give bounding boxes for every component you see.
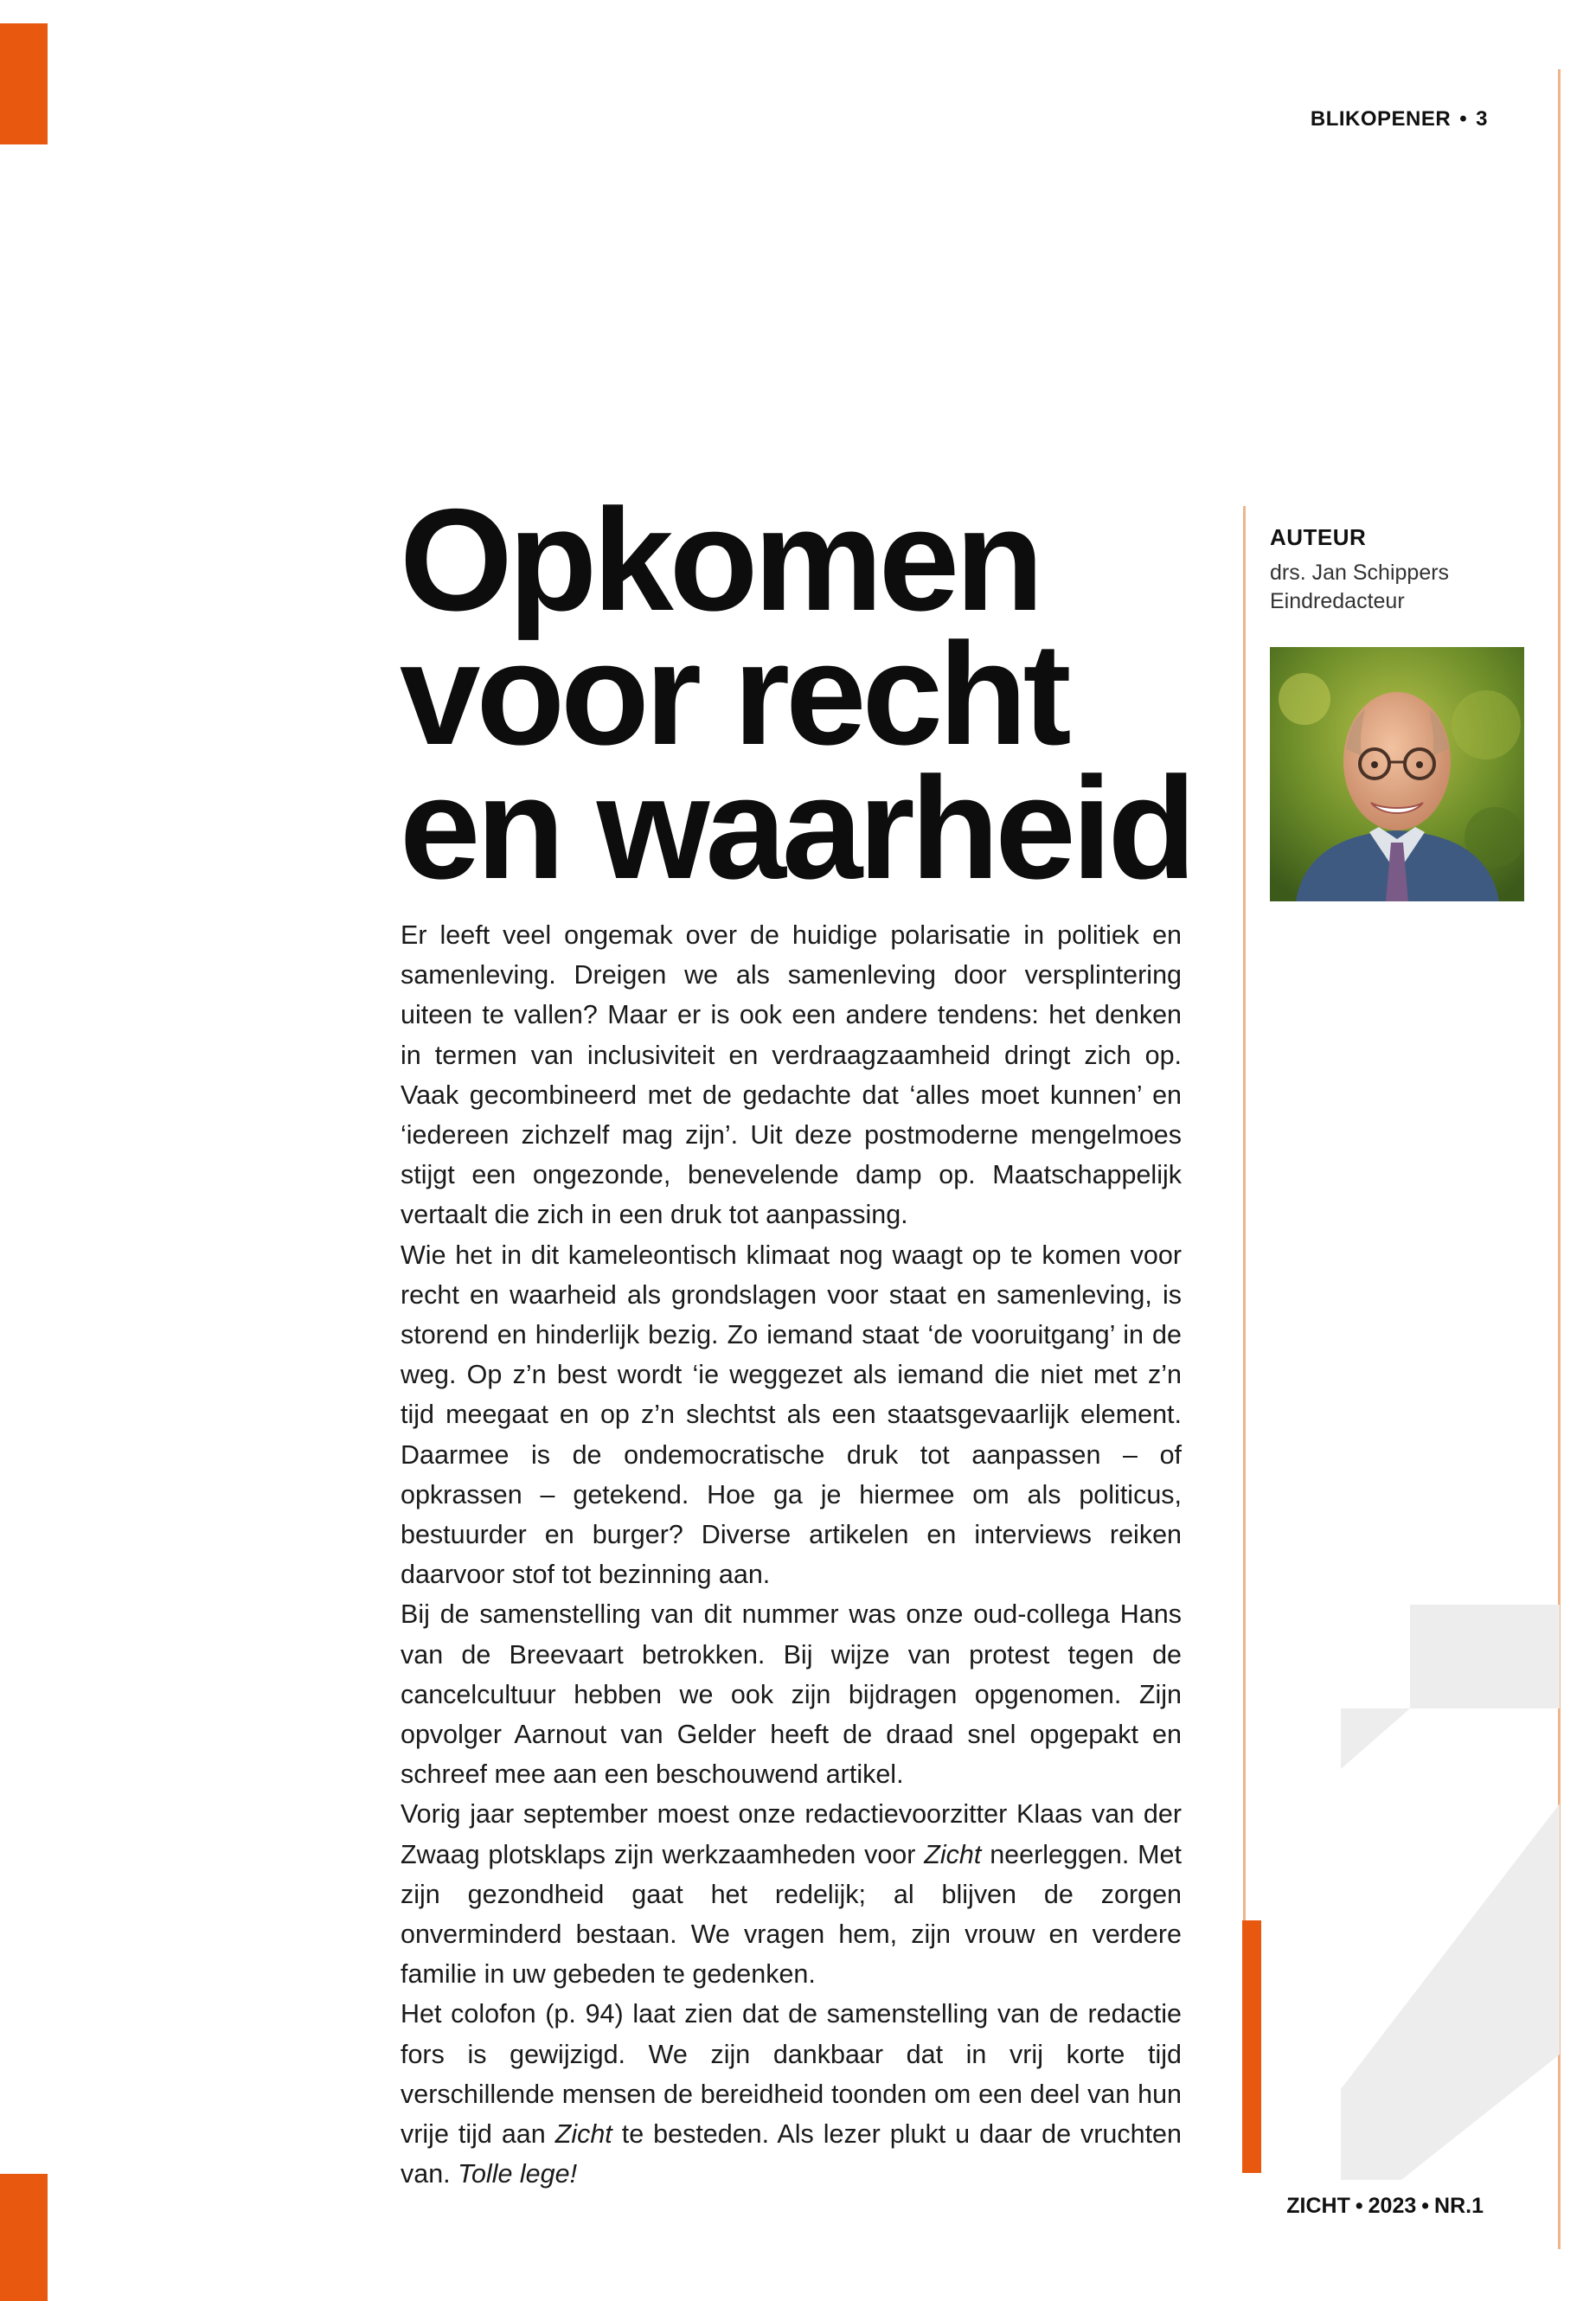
article-body [401,915,1182,2195]
article-title [400,478,1230,909]
footer [1286,2194,1484,2219]
issue-year: 2023 [1368,2194,1417,2218]
body-paragraph-3: Bij de samenstelling van dit nummer was onze oud-collega Hans van de Breevaart betrokken. Bij wijze van protest tegen de cancelcultuur hebben we ook zijn bijdragen opgenomen. Zijn opvolger Aarnout van Gelder heeft de draad snel opgepakt en schreef mee aan een beschouwend artikel. [401,1599,1182,1790]
body-paragraph-2: Wie het in dit kameleontisch klimaat nog waagt op te komen voor recht en waarheid als grondslagen voor staat en samenleving, is storend en hinderlijk bezig. Zo iemand staat ‘de vooruitgang’ in de weg. Op z’n best wordt ‘ie weggezet als iemand die niet met z’n tijd meegaat en op z’n slechtst als een staatsgevaarlijk element. Daarmee is de ondemocratische druk tot aanpassen – of opkrassen – getekend. Hoe ga je hiermee om als politicus, bestuurder en burger? Diverse artikelen en interviews reiken daarvoor stof tot bezinning aan. [401,1240,1182,1590]
footer-separator-2: • [1421,2194,1430,2218]
magazine-name: ZICHT [1286,2194,1350,2218]
author-name: drs. Jan Schippers [1270,561,1450,585]
header-separator: • [1459,107,1468,131]
column-divider-accent [1242,1920,1261,2173]
body-paragraph-5: Het colofon (p. 94) laat zien dat de samenstelling van de redactie fors is gewijzigd. We zijn dankbaar dat in vrij korte tijd verschillende mensen de bereidheid toonden om een deel van hun vrije tijd aan Zicht te besteden. Als lezer plukt u daar de vruchten van. Tolle lege! [401,1999,1182,2189]
author-label: AUTEUR [1270,524,1367,550]
footer-separator-1: • [1355,2194,1363,2218]
column-divider-rule [1243,506,1246,1920]
body-paragraph-1: Er leeft veel ongemak over de huidige polarisatie in politiek en samenleving. Dreigen we als samenleving door versplintering uiteen te vallen? Maar er is ook een andere tendens: het denken in termen van inclusiviteit en verdraagzaamheid dringt zich op. Vaak gecombineerd met de gedachte dat ‘alles moet kunnen’ en ‘iedereen zichzelf mag zijn’. Uit deze postmoderne mengelmoes stijgt een ongezonde, benevelende damp op. Maatschappelijk vertaalt die zich in een druk tot aanpassing. [401,920,1182,1230]
orange-edge-tab-top [0,23,48,144]
title-line-3: en waarheid [400,747,1193,909]
body-paragraph-4: Vorig jaar september moest onze redactievoorzitter Klaas van der Zwaag plotsklaps zijn werkzaamheden voor Zicht neerleggen. Met zijn gezondheid gaat het redelijk; al blijven de zorgen onverminderd bestaan. We vragen hem, zijn vrouw en verdere familie in uw gebeden te gedenken. [401,1799,1182,1990]
title-line-2: voor recht [400,612,1067,775]
author-portrait [1270,647,1524,901]
title-line-1: Opkomen [400,478,1040,641]
issue-number: NR.1 [1434,2194,1484,2218]
section-name: BLIKOPENER [1310,107,1452,131]
zicht-z-watermark [1341,1605,1560,2180]
orange-edge-tab-bottom [0,2174,48,2301]
running-header [1311,107,1488,131]
author-role: Eindredacteur [1270,589,1405,613]
page-number: 3 [1476,107,1488,131]
